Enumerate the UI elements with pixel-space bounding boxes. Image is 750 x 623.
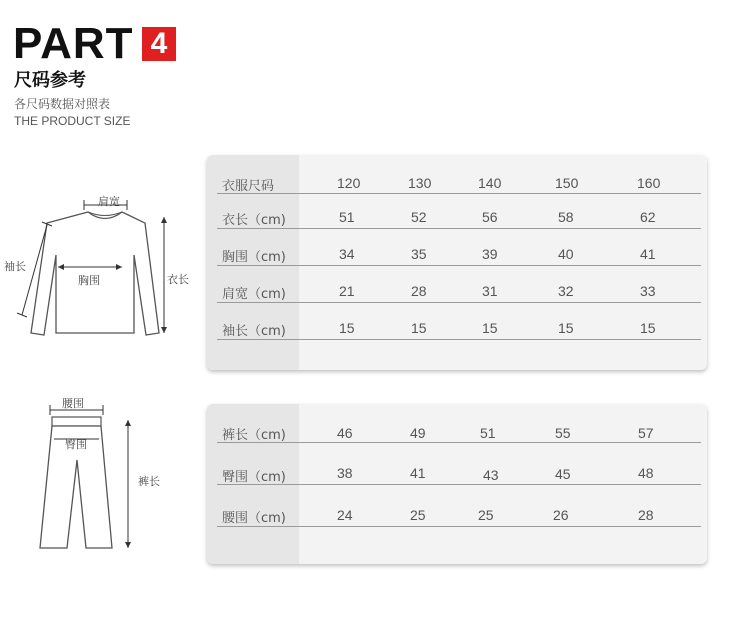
top-size-table xyxy=(207,155,707,370)
table-cell: 55 xyxy=(555,425,571,441)
row-divider xyxy=(217,484,701,485)
hip-label: 臀围 xyxy=(65,438,87,451)
table-cell: 31 xyxy=(482,283,498,299)
size-header: 160 xyxy=(637,175,661,191)
row-divider xyxy=(217,193,701,194)
table-cell: 15 xyxy=(482,320,498,336)
row-divider xyxy=(217,228,701,229)
chest-label: 胸围 xyxy=(78,274,100,287)
shirt-diagram xyxy=(0,185,200,345)
table-cell: 32 xyxy=(558,283,574,299)
table-cell: 33 xyxy=(640,283,656,299)
size-header: 130 xyxy=(408,175,432,191)
table-cell: 51 xyxy=(339,209,355,225)
pants-length-label: 裤长 xyxy=(138,475,160,488)
row-label: 衣长（cm) xyxy=(222,213,286,228)
table-cell: 58 xyxy=(558,209,574,225)
table-cell: 46 xyxy=(337,425,353,441)
row-divider xyxy=(217,526,701,527)
table-cell: 24 xyxy=(337,507,353,523)
pants-size-table xyxy=(207,404,707,564)
sleeve-label: 袖长 xyxy=(4,260,26,273)
table-cell: 51 xyxy=(480,425,496,441)
table-cell: 15 xyxy=(411,320,427,336)
table-cell: 39 xyxy=(482,246,498,262)
page-title: 尺码参考 xyxy=(14,70,86,91)
row-divider xyxy=(217,339,701,340)
table-cell: 41 xyxy=(640,246,656,262)
table-cell: 15 xyxy=(640,320,656,336)
table-cell: 21 xyxy=(339,283,355,299)
size-header: 120 xyxy=(337,175,361,191)
table-cell: 43 xyxy=(483,467,499,483)
row-label: 腰围（cm) xyxy=(222,511,286,526)
table-cell: 15 xyxy=(339,320,355,336)
table-cell: 38 xyxy=(337,465,353,481)
table-cell: 25 xyxy=(410,507,426,523)
table-cell: 56 xyxy=(482,209,498,225)
size-header: 150 xyxy=(555,175,579,191)
subtitle-chinese: 各尺码数据对照表 xyxy=(14,97,111,111)
shoulder-label: 肩宽 xyxy=(98,195,120,208)
row-divider xyxy=(217,265,701,266)
table-cell: 49 xyxy=(410,425,426,441)
table-cell: 35 xyxy=(411,246,427,262)
row-divider xyxy=(217,442,701,443)
row-label: 肩宽（cm) xyxy=(222,287,286,302)
size-header: 140 xyxy=(478,175,502,191)
table-cell: 57 xyxy=(638,425,654,441)
table-cell: 48 xyxy=(638,465,654,481)
table-cell: 34 xyxy=(339,246,355,262)
table-cell: 52 xyxy=(411,209,427,225)
table-cell: 28 xyxy=(411,283,427,299)
waist-label: 腰围 xyxy=(62,397,84,410)
table-cell: 28 xyxy=(638,507,654,523)
row-label: 裤长（cm) xyxy=(222,428,286,443)
part-number-badge: 4 xyxy=(142,27,176,61)
row-divider xyxy=(217,302,701,303)
pants-diagram xyxy=(0,395,200,560)
row-label: 袖长（cm) xyxy=(222,324,286,339)
table-cell: 40 xyxy=(558,246,574,262)
part-heading: PART xyxy=(13,19,134,68)
table-cell: 26 xyxy=(553,507,569,523)
subtitle-english: THE PRODUCT SIZE xyxy=(14,114,131,128)
table-cell: 45 xyxy=(555,466,571,482)
table-cell: 62 xyxy=(640,209,656,225)
row-label: 臀围（cm) xyxy=(222,470,286,485)
table-cell: 15 xyxy=(558,320,574,336)
table-cell: 25 xyxy=(478,507,494,523)
length-label: 衣长 xyxy=(167,273,189,286)
row-label: 胸围（cm) xyxy=(222,250,286,265)
size-header-label: 衣服尺码 xyxy=(222,179,275,194)
table-cell: 41 xyxy=(410,465,426,481)
